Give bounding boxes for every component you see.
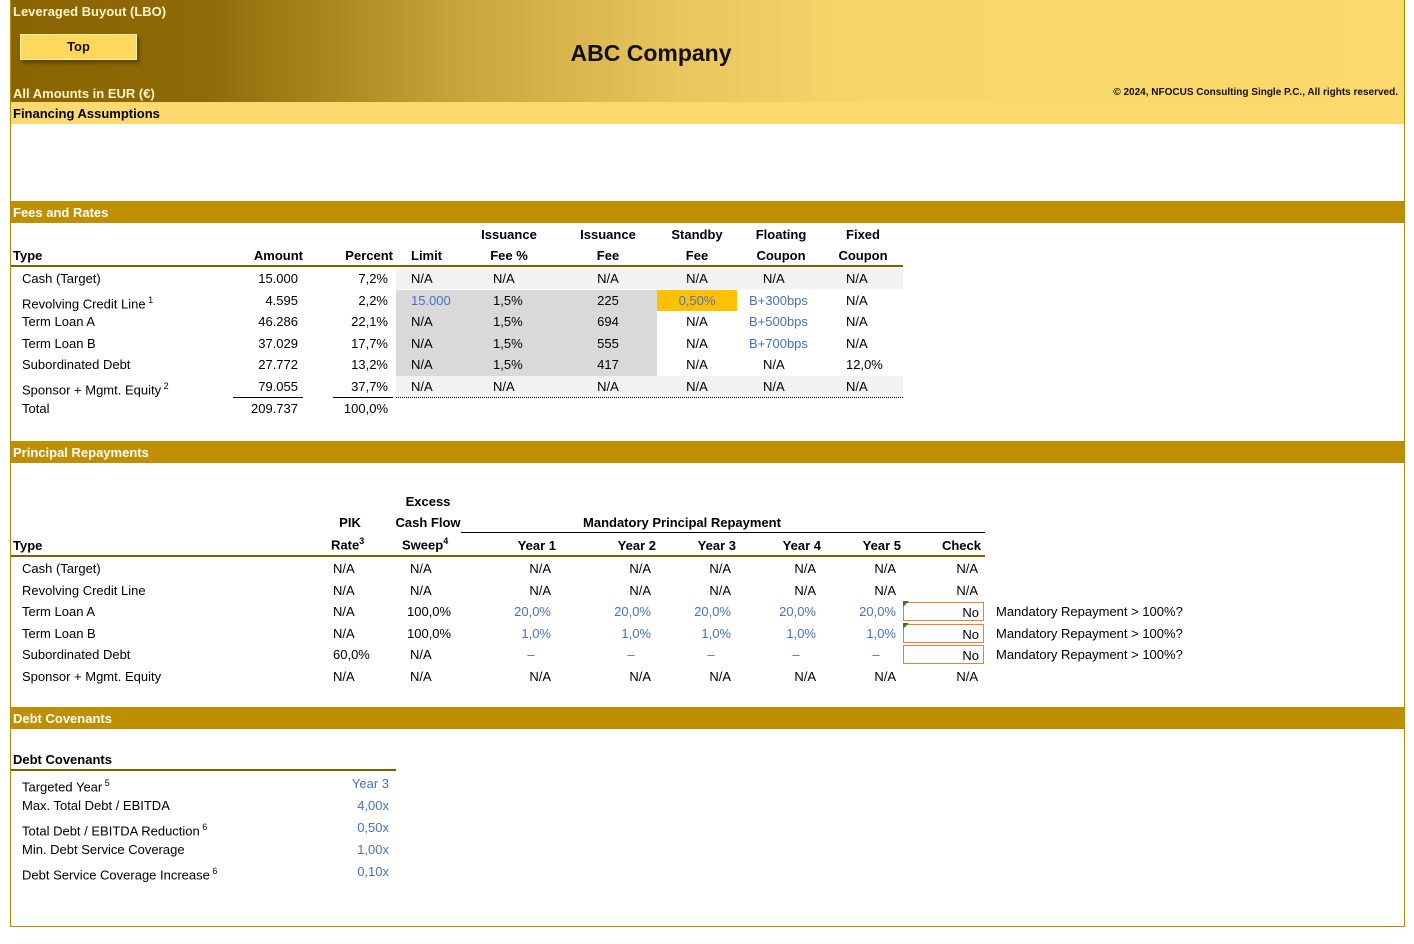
repayment-y1[interactable]: N/A	[529, 561, 551, 576]
repayment-y5[interactable]: N/A	[874, 668, 896, 684]
fee-percent[interactable]: 13,2%	[351, 357, 388, 373]
fee-issuance-pct[interactable]: 1,5%	[493, 314, 523, 330]
covenant-value[interactable]: 1,00x	[357, 842, 389, 857]
fee-issuance-pct[interactable]: 1,5%	[493, 335, 523, 351]
fee-percent[interactable]: 17,7%	[351, 335, 388, 351]
section-title: Principal Repayments	[13, 445, 149, 460]
header-pik: PIK	[339, 515, 361, 530]
repayment-y3[interactable]: 20,0%	[694, 604, 731, 619]
fee-amount[interactable]: 79.055	[258, 379, 298, 394]
total-amount: 209.737	[251, 401, 298, 416]
repayment-y2[interactable]: 20,0%	[614, 604, 651, 619]
fee-standby[interactable]: N/A	[686, 335, 708, 351]
repayment-y2[interactable]: N/A	[629, 582, 651, 598]
covenant-label: Total Debt / EBITDA Reduction $^6$	[22, 822, 208, 839]
header-fee: Fee	[596, 248, 620, 263]
repayment-y4[interactable]: N/A	[794, 582, 816, 598]
header-issuance: Issuance	[580, 227, 636, 242]
repayment-y3[interactable]: N/A	[709, 668, 731, 684]
section-financing	[11, 102, 1404, 124]
repayment-y5[interactable]: 1,0%	[866, 625, 896, 641]
check-cell: N/A	[956, 582, 978, 598]
fee-issuance[interactable]: 417	[597, 357, 619, 373]
covenant-value[interactable]: Year 3	[351, 776, 389, 791]
fee-type: Subordinated Debt	[22, 357, 131, 373]
repayment-y4[interactable]: N/A	[794, 668, 816, 684]
header-year1: Year 1	[517, 538, 556, 553]
fee-amount[interactable]: 37.029	[258, 335, 298, 351]
covenant-value[interactable]: 0,50x	[357, 820, 389, 835]
check-note: Mandatory Repayment > 100%?	[996, 604, 1183, 619]
check-cell: No	[903, 645, 984, 664]
repayment-y3[interactable]: –	[707, 647, 715, 662]
fee-floating[interactable]: N/A	[763, 379, 785, 394]
principal-type: Sponsor + Mgmt. Equity	[22, 668, 162, 684]
fee-issuance-pct[interactable]: 1,5%	[493, 357, 523, 373]
repayment-y2[interactable]: 1,0%	[621, 625, 651, 641]
header-fixed-coupon: Coupon	[838, 248, 888, 263]
fee-floating[interactable]: B+300bps	[749, 292, 808, 308]
principal-type: Revolving Credit Line	[22, 582, 146, 598]
fee-floating[interactable]: N/A	[763, 357, 785, 373]
pik-rate[interactable]: N/A	[333, 604, 355, 619]
fee-floating[interactable]: B+700bps	[749, 335, 808, 351]
fee-type: Revolving Credit Line $^1$	[22, 294, 154, 311]
repayment-y2[interactable]: –	[627, 647, 635, 662]
fee-limit[interactable]: N/A	[411, 314, 433, 330]
fee-amount[interactable]: 46.286	[258, 314, 298, 330]
header-check: Check	[941, 538, 981, 553]
repayment-y5[interactable]: –	[872, 647, 880, 662]
copyright: © 2024, NFOCUS Consulting Single P.C., All rights reserved.	[1113, 87, 1398, 98]
check-cell: No	[903, 602, 984, 621]
covenant-label: Max. Total Debt / EBITDA	[22, 798, 170, 813]
header-sweep: Sweep$^4$	[402, 536, 449, 553]
fee-fixed[interactable]: N/A	[846, 292, 868, 308]
fee-fixed[interactable]: N/A	[846, 335, 868, 351]
header-underline	[11, 265, 903, 267]
covenant-value[interactable]: 4,00x	[357, 798, 389, 813]
currency-note: All Amounts in EUR (€)	[13, 86, 155, 101]
repayment-y5[interactable]: 20,0%	[859, 604, 896, 619]
covenants-title: Debt Covenants	[13, 752, 112, 767]
sheet-title: Leveraged Buyout (LBO)	[13, 4, 167, 19]
fee-issuance[interactable]: N/A	[597, 379, 619, 394]
pik-rate[interactable]: N/A	[333, 561, 355, 576]
principal-type: Subordinated Debt	[22, 647, 131, 662]
covenant-label: Debt Service Coverage Increase $^6$	[22, 866, 218, 883]
fee-fixed[interactable]: N/A	[846, 314, 868, 330]
spreadsheet	[10, 0, 1405, 927]
principal-type: Term Loan B	[22, 625, 96, 641]
repayment-y3[interactable]: 1,0%	[701, 625, 731, 641]
header-standby-fee: Fee	[685, 248, 709, 263]
company-name: ABC Company	[570, 40, 732, 66]
fee-issuance[interactable]: N/A	[597, 271, 619, 286]
repayment-y2[interactable]: N/A	[629, 668, 651, 684]
cash-sweep[interactable]: N/A	[410, 647, 432, 662]
header-fee-pct: Fee %	[490, 248, 528, 263]
covenant-value[interactable]: 0,10x	[357, 864, 389, 879]
total-percent: 100,0%	[343, 401, 388, 416]
repayment-y3[interactable]: N/A	[709, 561, 731, 576]
fee-standby[interactable]: N/A	[686, 271, 708, 286]
header-rate: Rate$^3$	[331, 536, 365, 553]
header-issuance: Issuance	[481, 227, 537, 242]
total-label: Total	[22, 401, 50, 416]
principal-type: Cash (Target)	[22, 561, 101, 576]
fee-floating[interactable]: N/A	[763, 271, 785, 286]
fee-amount[interactable]: 27.772	[258, 357, 298, 373]
covenant-label: Min. Debt Service Coverage	[22, 842, 185, 857]
fee-limit[interactable]: N/A	[411, 271, 433, 286]
section-principal	[11, 441, 1404, 463]
repayment-y4[interactable]: –	[792, 647, 800, 662]
header-fixed: Fixed	[846, 227, 880, 242]
header-floating-coupon: Coupon	[756, 248, 806, 263]
cash-sweep[interactable]: 100,0%	[407, 625, 452, 641]
fee-fixed[interactable]: 12,0%	[846, 357, 883, 373]
fee-percent[interactable]: 2,2%	[358, 292, 388, 308]
header-mandatory: Mandatory Principal Repayment	[583, 515, 781, 530]
header-year4: Year 4	[782, 538, 821, 553]
fee-floating[interactable]: B+500bps	[749, 314, 808, 330]
fee-standby[interactable]: 0,50%	[678, 292, 716, 308]
pik-rate[interactable]: N/A	[333, 668, 355, 684]
fee-type: Term Loan A	[22, 314, 95, 330]
check-note: Mandatory Repayment > 100%?	[996, 647, 1183, 662]
section-title: Fees and Rates	[13, 205, 109, 220]
section-title: Financing Assumptions	[13, 106, 160, 121]
header-floating: Floating	[755, 227, 807, 242]
fee-amount[interactable]: 4.595	[265, 292, 298, 308]
header-standby: Standby	[671, 227, 723, 242]
header-percent: Percent	[345, 248, 393, 263]
cash-sweep[interactable]: N/A	[410, 582, 432, 598]
fee-limit[interactable]: 15.000	[411, 292, 451, 308]
repayment-y4[interactable]: 20,0%	[779, 604, 816, 619]
check-note: Mandatory Repayment > 100%?	[996, 625, 1183, 641]
repayment-y1[interactable]: 1,0%	[521, 625, 551, 641]
section-fees	[11, 201, 1404, 223]
repayment-y5[interactable]: N/A	[874, 561, 896, 576]
header-year2: Year 2	[617, 538, 656, 553]
repayment-y3[interactable]: N/A	[709, 582, 731, 598]
check-cell: N/A	[956, 668, 978, 684]
fee-standby[interactable]: N/A	[686, 379, 708, 394]
cash-sweep[interactable]: N/A	[410, 668, 432, 684]
pik-rate[interactable]: N/A	[333, 582, 355, 598]
repayment-y4[interactable]: N/A	[794, 561, 816, 576]
cash-sweep[interactable]: N/A	[410, 561, 432, 576]
header-amount: Amount	[253, 248, 303, 263]
fee-type: Cash (Target)	[22, 271, 101, 286]
header-banner	[11, 0, 1404, 102]
repayment-y4[interactable]: 1,0%	[786, 625, 816, 641]
fee-limit[interactable]: N/A	[411, 357, 433, 373]
comment-marker	[903, 601, 909, 607]
fee-type: Sponsor + Mgmt. Equity $^2$	[22, 381, 169, 398]
fee-issuance-pct[interactable]: 1,5%	[493, 292, 523, 308]
repayment-y2[interactable]: N/A	[629, 561, 651, 576]
top-button[interactable]: Top	[20, 34, 137, 60]
section-title: Debt Covenants	[13, 711, 112, 726]
fee-issuance[interactable]: 225	[597, 292, 619, 308]
fee-issuance[interactable]: 694	[597, 314, 619, 330]
check-cell: N/A	[956, 561, 978, 576]
fee-type: Term Loan B	[22, 335, 96, 351]
repayment-y1[interactable]: 20,0%	[514, 604, 551, 619]
fee-issuance[interactable]: 555	[597, 335, 619, 351]
principal-type: Term Loan A	[22, 604, 95, 619]
covenant-label: Targeted Year $^5$	[22, 778, 110, 795]
header-type: Type	[13, 248, 43, 263]
check-cell: No	[903, 624, 984, 643]
repayment-y1[interactable]: N/A	[529, 582, 551, 598]
fee-percent[interactable]: 22,1%	[351, 314, 388, 330]
section-covenants	[11, 707, 1404, 729]
fee-fixed[interactable]: N/A	[846, 379, 868, 394]
fee-standby[interactable]: N/A	[686, 314, 708, 330]
fee-percent[interactable]: 7,2%	[358, 271, 388, 286]
pik-rate[interactable]: N/A	[333, 625, 355, 641]
fee-issuance-pct[interactable]: N/A	[493, 271, 515, 286]
pik-rate[interactable]: 60,0%	[333, 647, 370, 662]
comment-marker	[903, 623, 909, 629]
header-limit: Limit	[411, 248, 443, 263]
fee-limit[interactable]: N/A	[411, 335, 433, 351]
fee-fixed[interactable]: N/A	[846, 271, 868, 286]
header-year5: Year 5	[862, 538, 901, 553]
repayment-y1[interactable]: –	[527, 647, 535, 662]
fee-standby[interactable]: N/A	[686, 357, 708, 373]
header-type: Type	[13, 538, 43, 553]
repayment-y1[interactable]: N/A	[529, 668, 551, 684]
repayment-y5[interactable]: N/A	[874, 582, 896, 598]
fee-limit[interactable]: N/A	[411, 379, 433, 394]
fee-amount[interactable]: 15.000	[258, 271, 298, 286]
header-underline	[11, 555, 985, 557]
header-year3: Year 3	[697, 538, 736, 553]
fee-percent[interactable]: 37,7%	[351, 379, 388, 394]
header-cash-flow: Cash Flow	[395, 515, 461, 530]
fee-issuance-pct[interactable]: N/A	[493, 379, 515, 394]
cash-sweep[interactable]: 100,0%	[407, 604, 452, 619]
header-excess: Excess	[405, 494, 451, 509]
